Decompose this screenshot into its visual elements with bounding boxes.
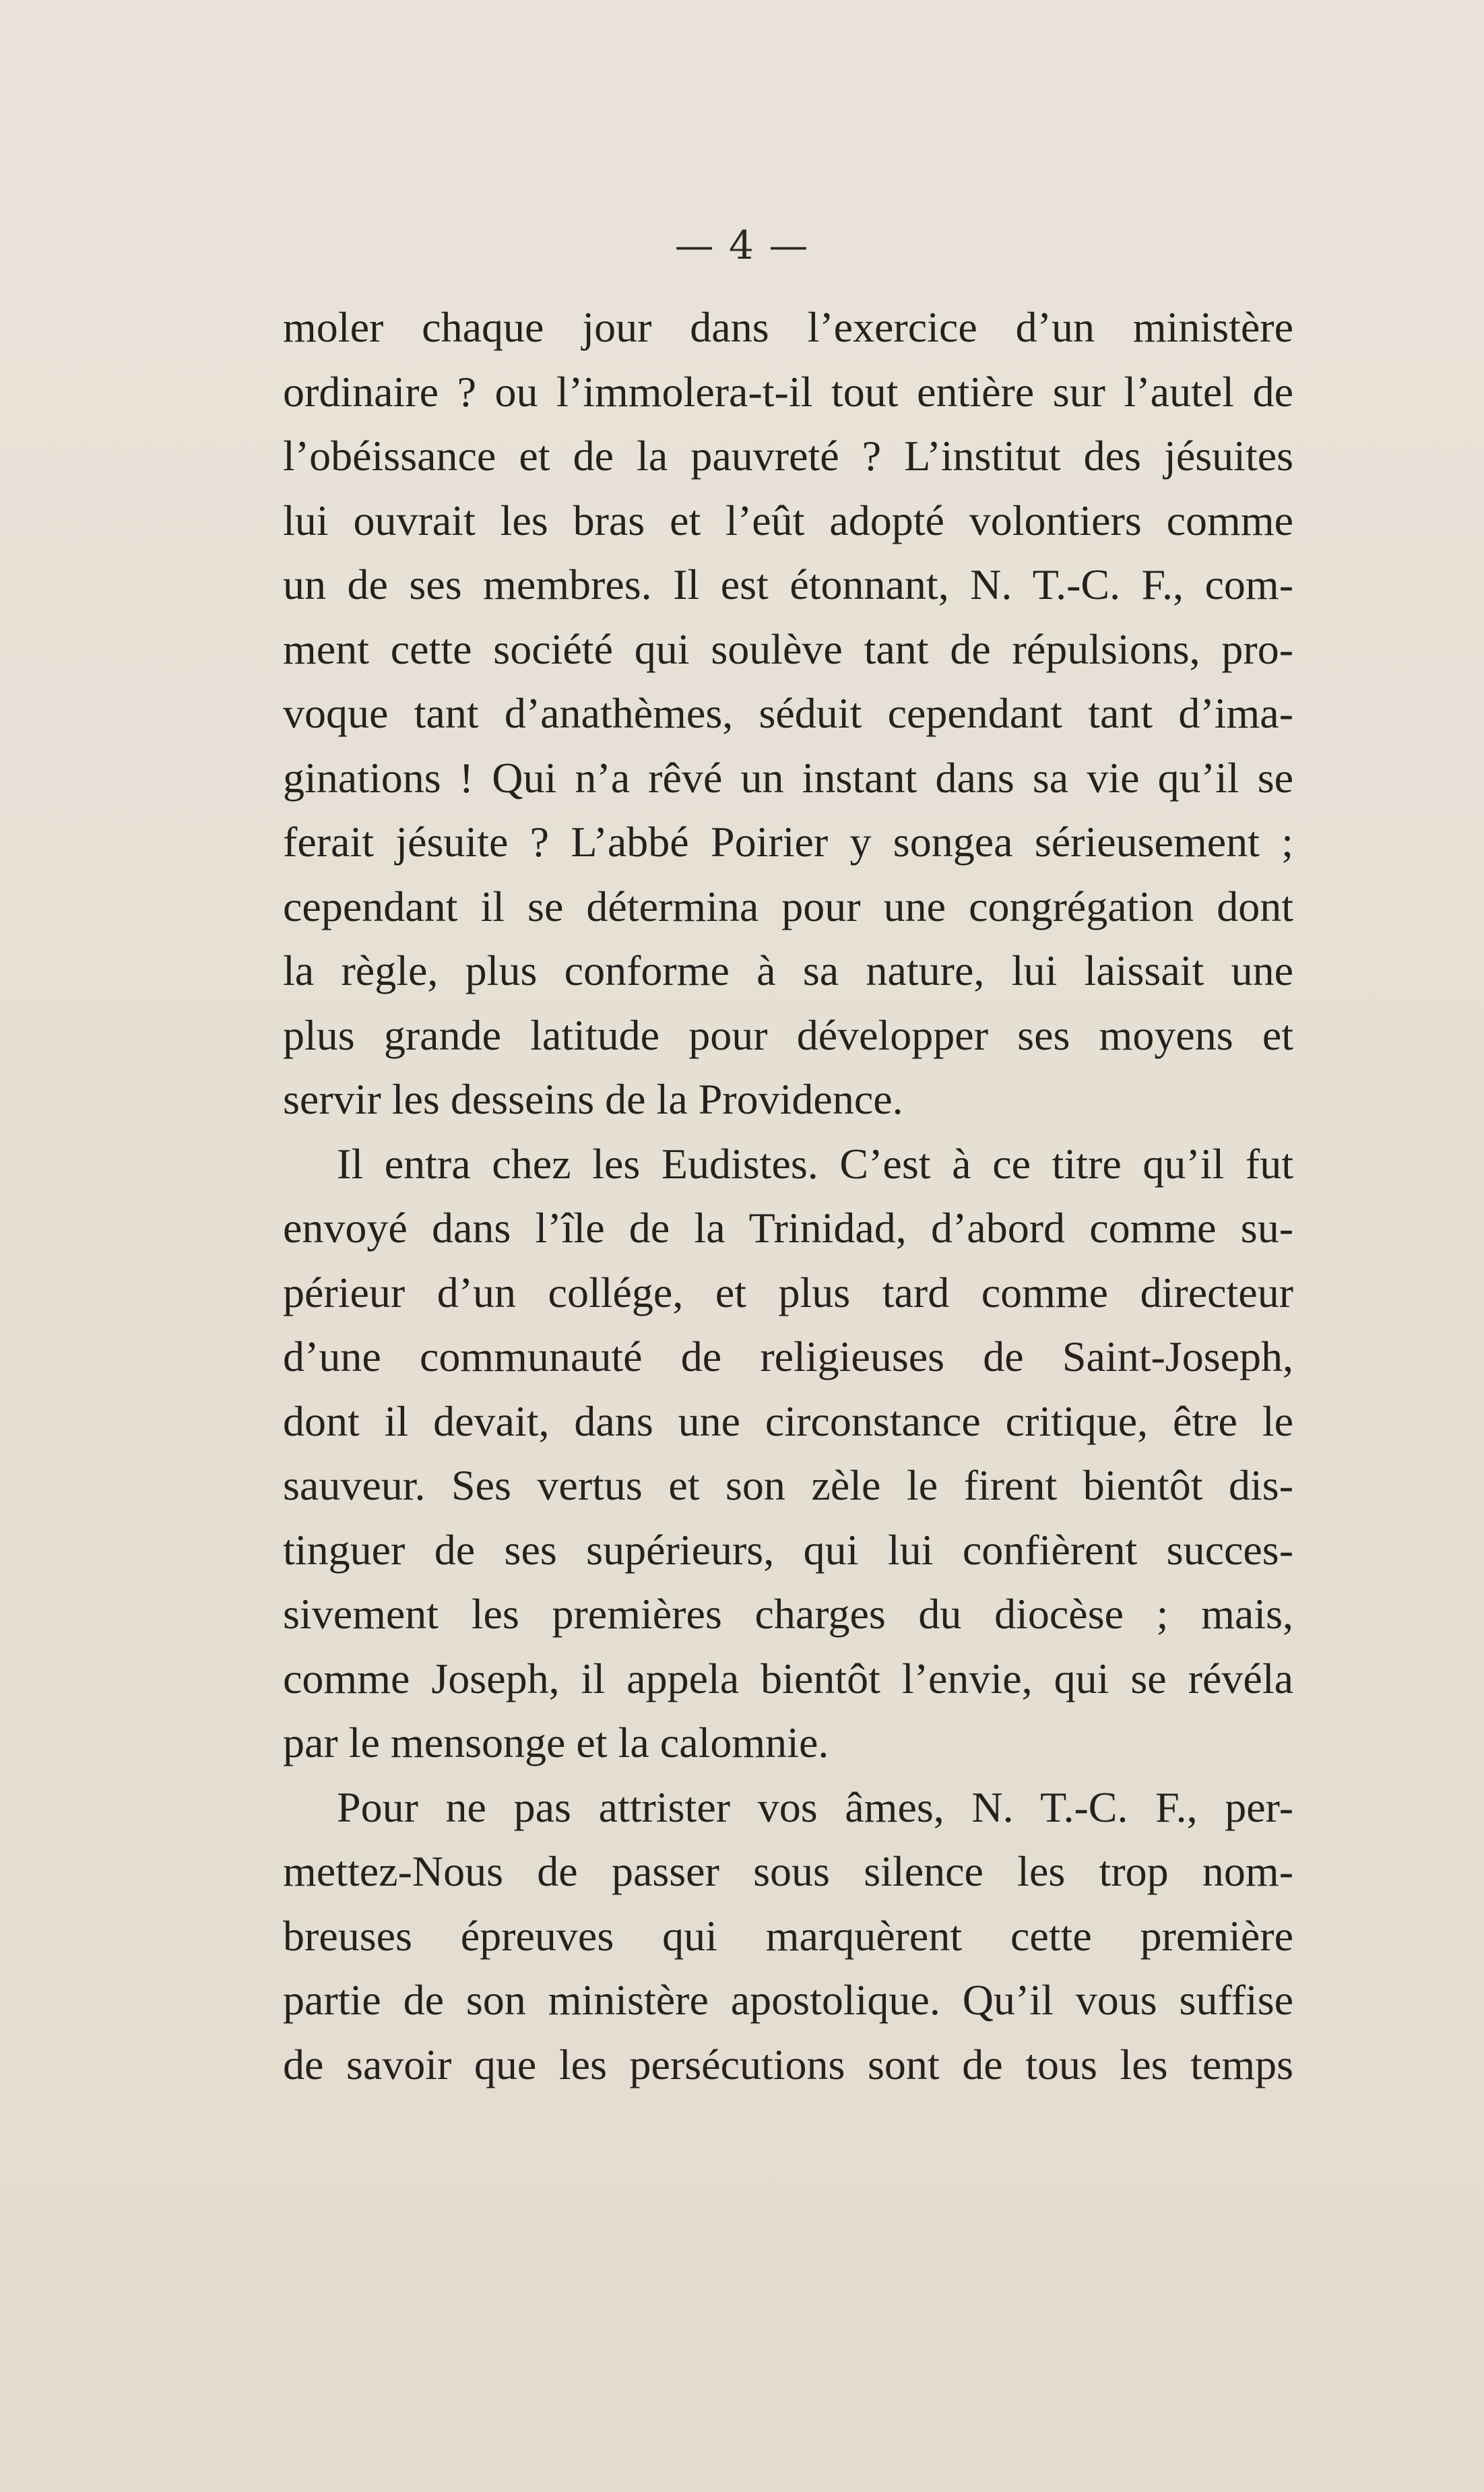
paragraph-start-line: Il entra chez les Eudistes. C’est à ce titre qu’il fut (337, 1139, 1293, 1188)
text-line: cependant il se détermina pour une congrégation dont (283, 882, 1293, 930)
paragraph-end-line: par le mensonge et la calomnie. (283, 1719, 829, 1766)
text-line: ordinaire ? ou l’immolera-t-il tout entière sur l’autel de (283, 367, 1293, 416)
text-line: sauveur. Ses vertus et son zèle le firent bientôt dis- (283, 1461, 1293, 1509)
text-line: ferait jésuite ? L’abbé Poirier y songea sérieusement ; (283, 818, 1293, 866)
body-text (283, 295, 1293, 2097)
text-line: breuses épreuves qui marquèrent cette première (283, 1911, 1293, 1960)
text-line: périeur d’un collége, et plus tard comme directeur (283, 1268, 1293, 1316)
text-line: d’une communauté de religieuses de Saint-Joseph, (283, 1333, 1293, 1380)
text-line: ginations ! Qui n’a rêvé un instant dans sa vie qu’il se (283, 753, 1293, 802)
text-line: l’obéissance et de la pauvreté ? L’institut des jésuites (283, 432, 1293, 480)
text-line: de savoir que les persécutions sont de tous les temps (283, 2040, 1293, 2088)
text-line: la règle, plus conforme à sa nature, lui laissait une (283, 947, 1293, 994)
text-line: envoyé dans l’île de la Trinidad, d’abord comme su- (283, 1204, 1293, 1252)
text-line: partie de son ministère apostolique. Qu’il vous suffise (283, 1976, 1293, 2024)
text-line: comme Joseph, il appela bientôt l’envie, qui se révéla (283, 1654, 1293, 1702)
text-line: lui ouvrait les bras et l’eût adopté volontiers comme (283, 496, 1293, 544)
text-line: moler chaque jour dans l’exercice d’un ministère (283, 303, 1293, 351)
text-line: mettez-Nous de passer sous silence les trop nom- (283, 1847, 1293, 1895)
paragraph-end-line: servir les desseins de la Providence. (283, 1075, 903, 1123)
text-line: tinguer de ses supérieurs, qui lui confièrent succes- (283, 1525, 1293, 1574)
text-line: ment cette société qui soulève tant de répulsions, pro- (283, 625, 1293, 673)
text-line: dont il devait, dans une circonstance critique, être le (283, 1397, 1293, 1445)
paragraph-start-line: Pour ne pas attrister vos âmes, N. T.-C. F., per- (337, 1783, 1293, 1831)
page-number: — 4 — (674, 222, 810, 268)
text-line: sivement les premières charges du diocèse ; mais, (283, 1590, 1293, 1638)
text-line: un de ses membres. Il est étonnant, N. T.-C. F., com- (283, 561, 1293, 608)
text-line: voque tant d’anathèmes, séduit cependant tant d’ima- (283, 689, 1293, 737)
text-line: plus grande latitude pour développer ses moyens et (283, 1011, 1293, 1059)
